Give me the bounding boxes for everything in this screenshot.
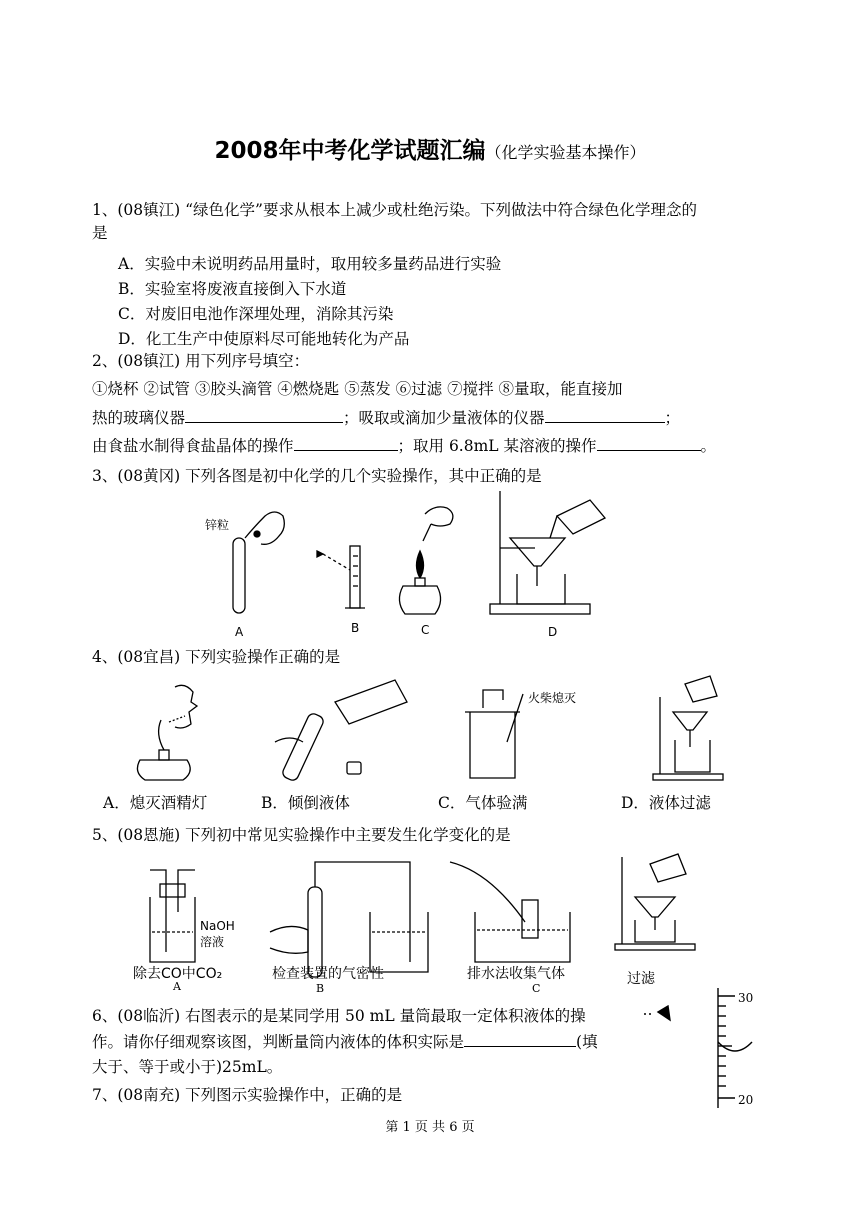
q2-line2-text-b: ；吸取或滴加少量液体的仪器	[343, 409, 545, 427]
figure-label-a: A	[235, 625, 244, 639]
q5-label-b: B	[316, 982, 325, 995]
reagent-bottle-icon	[335, 680, 407, 724]
q2-line3-text-a: 由食盐水制得食盐晶体的操作	[92, 437, 294, 455]
title-sub: （化学实验基本操作）	[485, 143, 646, 162]
q6-line3: 大于、等于或小于)25mL。	[92, 1058, 283, 1076]
answer-blank[interactable]	[597, 434, 701, 451]
eye-icon	[658, 1006, 670, 1020]
q2-line3	[92, 433, 716, 459]
q2-line3-text-b: ；取用 6.8mL 某溶液的操作	[397, 437, 597, 455]
q4-stem: 4、(08宜昌) 下列实验操作正确的是	[92, 648, 341, 666]
beaker-icon	[675, 740, 710, 772]
q1-option-c: C．对废旧电池作深埋处理，消除其污染	[118, 305, 394, 323]
page-footer: 第 1 页 共 6 页	[385, 1120, 475, 1135]
q4-figure	[125, 672, 745, 784]
title-main: 2008年中考化学试题汇编	[214, 138, 486, 164]
q5-caption-d: 过滤	[627, 971, 655, 987]
q5-caption-b: 检查装置的气密性	[272, 966, 384, 982]
delivery-tube-icon	[450, 862, 525, 922]
q2-line2-text-c: ；	[664, 409, 681, 427]
tick-label-20: 20	[738, 1093, 754, 1107]
q1-option-b: B．实验室将废液直接倒入下水道	[118, 280, 347, 298]
q6-line2-text-a: 作。请你仔细观察该图，判断量筒内液体的体积实际是	[92, 1033, 465, 1051]
q6-line2-text-b: (填	[576, 1033, 598, 1051]
q5-label-a: A	[173, 980, 181, 993]
alcohol-lamp-icon	[399, 586, 440, 614]
beaker-pour-icon	[685, 676, 717, 702]
stand-base-icon	[615, 944, 695, 950]
face-icon	[175, 685, 197, 728]
solution-label: 溶液	[200, 935, 225, 949]
stand-base-icon	[653, 774, 723, 780]
q6-line2	[92, 1029, 598, 1055]
q5-stem: 5、(08恩施) 下列初中常见实验操作中主要发生化学变化的是	[92, 826, 511, 844]
q4-option-a: A．熄灭酒精灯	[103, 794, 208, 812]
test-tube-icon	[233, 538, 245, 613]
beaker-pour-icon	[557, 500, 605, 534]
answer-blank[interactable]	[185, 406, 343, 423]
q5-label-c: C	[532, 982, 541, 995]
figure-label-c: C	[421, 623, 430, 637]
q1-stem: 1、(08镇江) “绿色化学”要求从根本上减少或杜绝污染。下列做法中符合绿色化学理念的	[92, 201, 697, 219]
q1-option-d: D．化工生产中使原料尽可能地转化为产品	[118, 330, 410, 348]
page-title	[0, 132, 860, 165]
q2-line3-text-c: 。	[700, 437, 717, 455]
cylinder-icon	[350, 546, 360, 608]
eye-icon	[317, 551, 323, 557]
funnel-icon	[635, 897, 675, 917]
q2-line1: ①烧杯 ②试管 ③胶头滴管 ④燃烧匙 ⑤蒸发 ⑥过滤 ⑦搅拌 ⑧量取，能直接加	[92, 380, 623, 398]
q5-caption-c: 排水法收集气体	[467, 966, 565, 982]
q6-figure	[640, 984, 765, 1110]
alcohol-lamp-icon	[137, 760, 190, 780]
q2-stem: 2、(08镇江) 用下列序号填空：	[92, 352, 310, 370]
q4-option-b: B．倾倒液体	[261, 794, 350, 812]
hand-icon	[270, 926, 308, 953]
figure-label-d: D	[548, 625, 558, 639]
q4-option-d: D．液体过滤	[621, 794, 711, 812]
hand-icon	[425, 507, 453, 526]
beaker-icon	[517, 574, 565, 604]
naoh-label: NaOH	[200, 919, 235, 933]
funnel-icon	[673, 712, 707, 730]
answer-blank[interactable]	[545, 406, 665, 423]
q1-stem-cont: 是	[92, 224, 108, 242]
answer-blank[interactable]	[464, 1030, 576, 1047]
q4-option-c: C．气体验满	[438, 794, 528, 812]
q7-stem: 7、(08南充) 下列图示实验操作中，正确的是	[92, 1086, 403, 1104]
stand-base-icon	[490, 604, 590, 614]
answer-blank[interactable]	[294, 434, 398, 451]
figure-label-b: B	[351, 621, 360, 635]
beaker-pour-icon	[650, 854, 686, 882]
collecting-bottle-icon	[522, 900, 538, 938]
q3-figure	[195, 486, 615, 641]
q6-line1: 6、(08临沂) 右图表示的是某同学用 50 mL 量筒最取一定体积液体的操	[92, 1007, 586, 1025]
q2-line2-text-a: 热的玻璃仪器	[92, 409, 186, 427]
test-tube-icon	[281, 712, 325, 782]
zinc-label: 锌粒	[205, 518, 230, 532]
hand-icon	[245, 512, 284, 544]
q3-stem: 3、(08黄冈) 下列各图是初中化学的几个实验操作，其中正确的是	[92, 467, 542, 485]
stopper-icon	[347, 762, 361, 774]
q1-option-a: A．实验中未说明药品用量时，取用较多量药品进行实验	[118, 255, 502, 273]
gas-bottle-icon	[470, 712, 515, 778]
q2-line2	[92, 405, 680, 431]
tick-label-30: 30	[738, 991, 754, 1005]
gas-wash-bottle-icon	[150, 897, 195, 962]
meniscus-icon	[718, 1042, 752, 1051]
match-label: 火柴熄灭	[528, 691, 577, 705]
q5-caption-a: 除去CO中CO₂	[133, 966, 223, 982]
funnel-icon	[510, 538, 565, 566]
